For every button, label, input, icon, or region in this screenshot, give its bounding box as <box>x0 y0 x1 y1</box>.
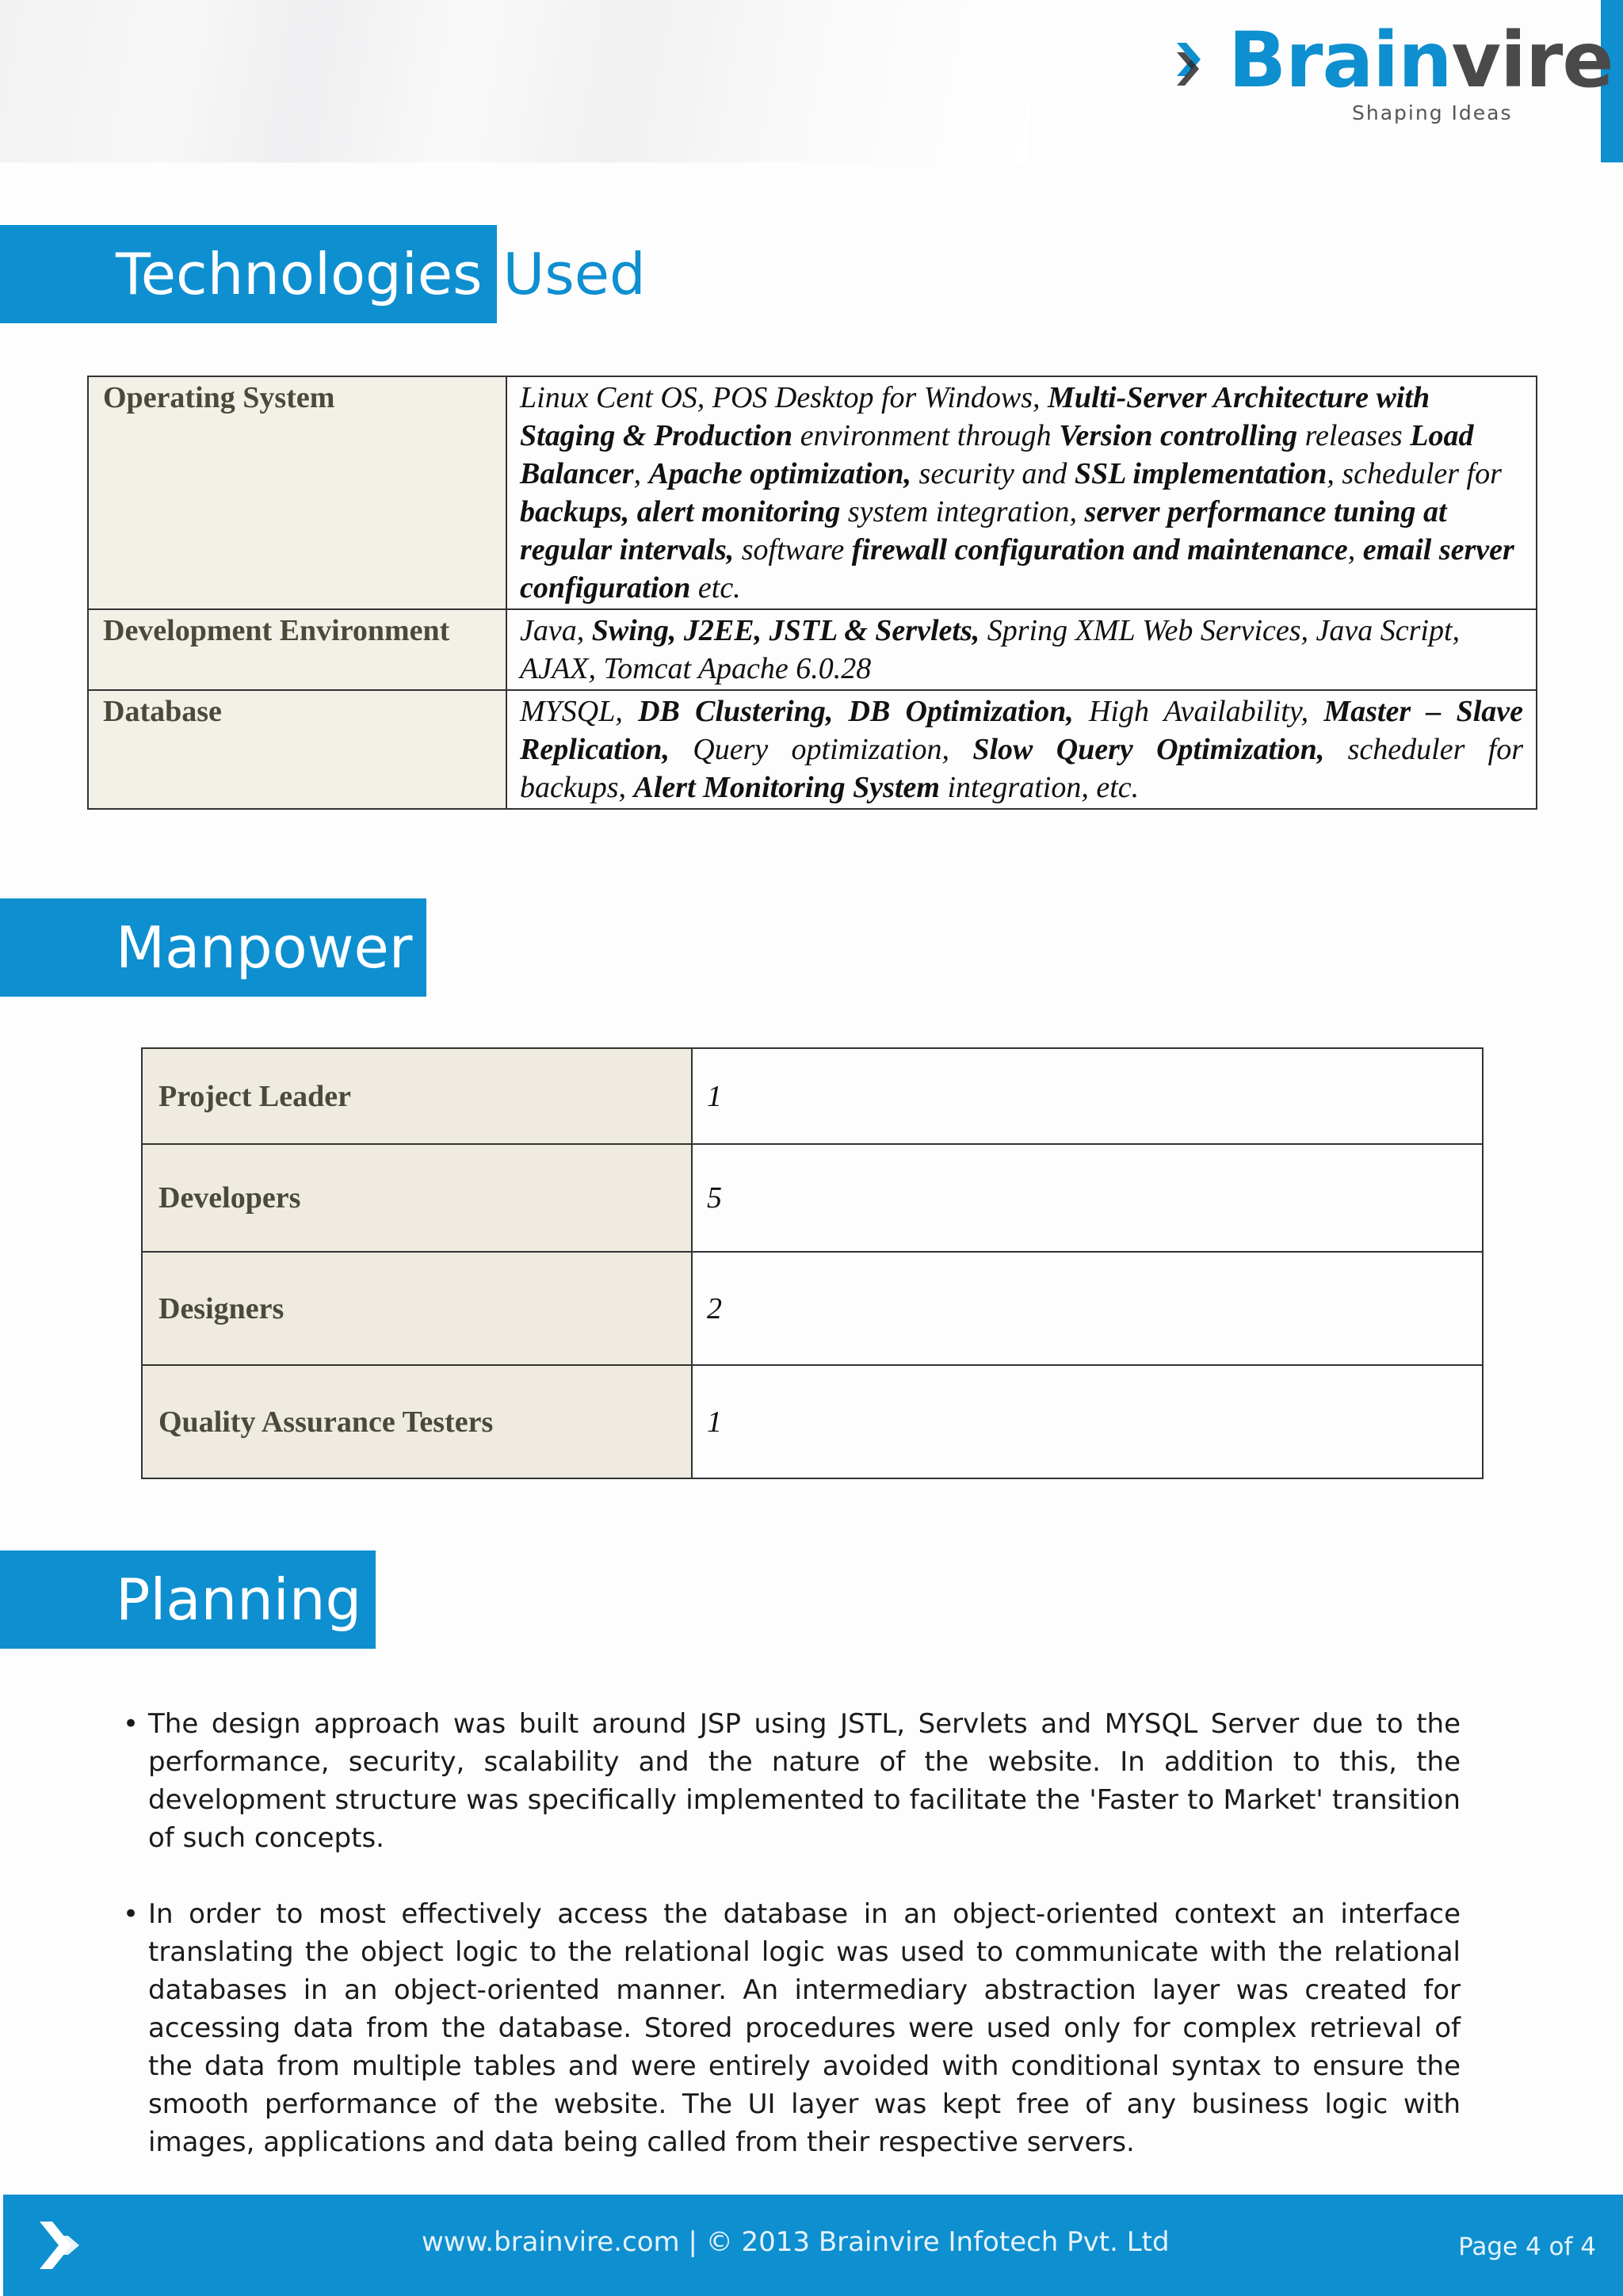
tech-row-label: Database <box>88 690 506 809</box>
footer <box>3 2195 1623 2296</box>
brainvire-logo <box>1177 16 1613 128</box>
tech-row-value <box>506 376 1537 609</box>
tech-value-segment: High Availability, <box>1073 695 1324 728</box>
tech-row-value <box>506 690 1537 809</box>
manpower-count: 2 <box>692 1252 1483 1365</box>
tech-value-segment: releases <box>1297 419 1411 452</box>
tech-value-segment: firewall configuration and maintenance <box>851 533 1348 566</box>
planning-title: Planning <box>116 1566 362 1633</box>
tech-value-segment: , scheduler for <box>1327 457 1502 490</box>
footer-brand-icon <box>35 2218 87 2272</box>
manpower-row <box>142 1048 1483 1144</box>
logo-word-part1: Brain <box>1228 16 1452 105</box>
logo-tagline: Shaping Ideas <box>1352 101 1513 124</box>
technologies-table <box>87 376 1537 810</box>
tech-value-segment: backups, alert monitoring <box>520 495 841 528</box>
tech-value-segment: security and <box>911 457 1075 490</box>
tech-value-segment: , <box>633 457 649 490</box>
tech-value-segment: Slow Query Optimization, <box>972 733 1325 766</box>
manpower-role: Quality Assurance Testers <box>142 1365 692 1478</box>
tech-value-segment: system integration, <box>840 495 1085 528</box>
tech-value-segment: scheduler for backups, <box>520 733 1524 804</box>
tech-row-label: Operating System <box>88 376 506 609</box>
manpower-role: Developers <box>142 1144 692 1252</box>
tech-value-segment: software <box>734 533 852 566</box>
tech-row <box>88 690 1537 809</box>
tech-value-segment: integration, etc. <box>939 771 1140 804</box>
planning-heading-box <box>0 1550 376 1649</box>
technologies-heading-box <box>0 225 497 323</box>
manpower-row <box>142 1365 1483 1478</box>
tech-value-segment: Java, <box>520 614 592 647</box>
technologies-title-tail: Used <box>502 241 646 307</box>
tech-value-segment: Alert Monitoring System <box>633 771 940 804</box>
logo-wordmark <box>1228 16 1613 105</box>
manpower-table <box>141 1047 1484 1479</box>
tech-value-segment: Linux Cent OS, POS Desktop for Windows, <box>520 381 1048 414</box>
tech-value-segment: Spring XML Web Services, Java Script, AJAX, Tomcat Apache 6.0.28 <box>520 614 1461 685</box>
tech-value-segment: MYSQL, <box>520 695 639 728</box>
tech-value-segment: Query optimization, <box>669 733 973 766</box>
header-background <box>0 0 1030 162</box>
manpower-role: Designers <box>142 1252 692 1365</box>
tech-row <box>88 609 1537 690</box>
manpower-row <box>142 1144 1483 1252</box>
tech-value-segment: Swing, J2EE, JSTL & Servlets, <box>591 614 980 647</box>
tech-value-segment: DB Clustering, DB Optimization, <box>638 695 1074 728</box>
manpower-table-body <box>142 1048 1483 1478</box>
manpower-heading <box>0 898 426 997</box>
tech-value-segment: Version controlling <box>1059 419 1298 452</box>
tech-value-segment: Apache optimization, <box>648 457 912 490</box>
tech-value-segment: etc. <box>690 571 741 605</box>
planning-point: • In order to most effectively access the database in an object-oriented context an interface translating the object logic to the relational logic was used to communicate with the relational databases in an object-oriented manner. An intermediary abstraction layer was created for accessing data from the database. Stored procedures were used only for complex retrieval of the data from multiple tables and were entirely avoided with conditional syntax to ensure the smooth performance of the website. The UI layer was kept free of any business logic with images, applications and data being called from their respective servers. <box>123 1895 1461 2161</box>
brainvire-chevron-icon <box>1177 43 1218 92</box>
tech-value-segment: Multi-Server Architecture with Staging & Production <box>520 381 1430 452</box>
tech-row-value <box>506 609 1537 690</box>
tech-row <box>88 376 1537 609</box>
tech-value-segment: Load Balancer <box>520 419 1474 490</box>
tech-value-segment: , <box>1347 533 1363 566</box>
tech-value-segment: email server configuration <box>520 533 1514 605</box>
planning-point: • The design approach was built around JSP using JSTL, Servlets and MYSQL Server due to the performance, security, scalability and the nature of the website. In addition to this, the development structure was specifically implemented to facilitate the 'Faster to Market' transition of such concepts. <box>123 1705 1461 1857</box>
manpower-row <box>142 1252 1483 1365</box>
tech-value-segment: server performance tuning at regular intervals, <box>520 495 1447 566</box>
tech-value-segment: SSL implementation <box>1074 457 1327 490</box>
technologies-title: Technologies <box>116 241 483 307</box>
planning-heading <box>0 1550 376 1649</box>
technologies-heading <box>0 225 646 323</box>
tech-value-segment: Master – Slave Replication, <box>520 695 1523 766</box>
page-number: Page 4 of 4 <box>1458 2233 1596 2261</box>
manpower-count: 5 <box>692 1144 1483 1252</box>
manpower-role: Project Leader <box>142 1048 692 1144</box>
footer-copyright: www.brainvire.com | © 2013 Brainvire Infotech Pvt. Ltd <box>422 2226 1170 2258</box>
planning-list <box>123 1705 1461 2199</box>
tech-value-segment: environment through <box>792 419 1060 452</box>
technologies-table-body <box>88 376 1537 809</box>
manpower-heading-box <box>0 898 426 997</box>
logo-word-part2: vire <box>1451 16 1613 105</box>
manpower-title: Manpower <box>116 914 413 981</box>
tech-row-label: Development Environment <box>88 609 506 690</box>
manpower-count: 1 <box>692 1365 1483 1478</box>
manpower-count: 1 <box>692 1048 1483 1144</box>
